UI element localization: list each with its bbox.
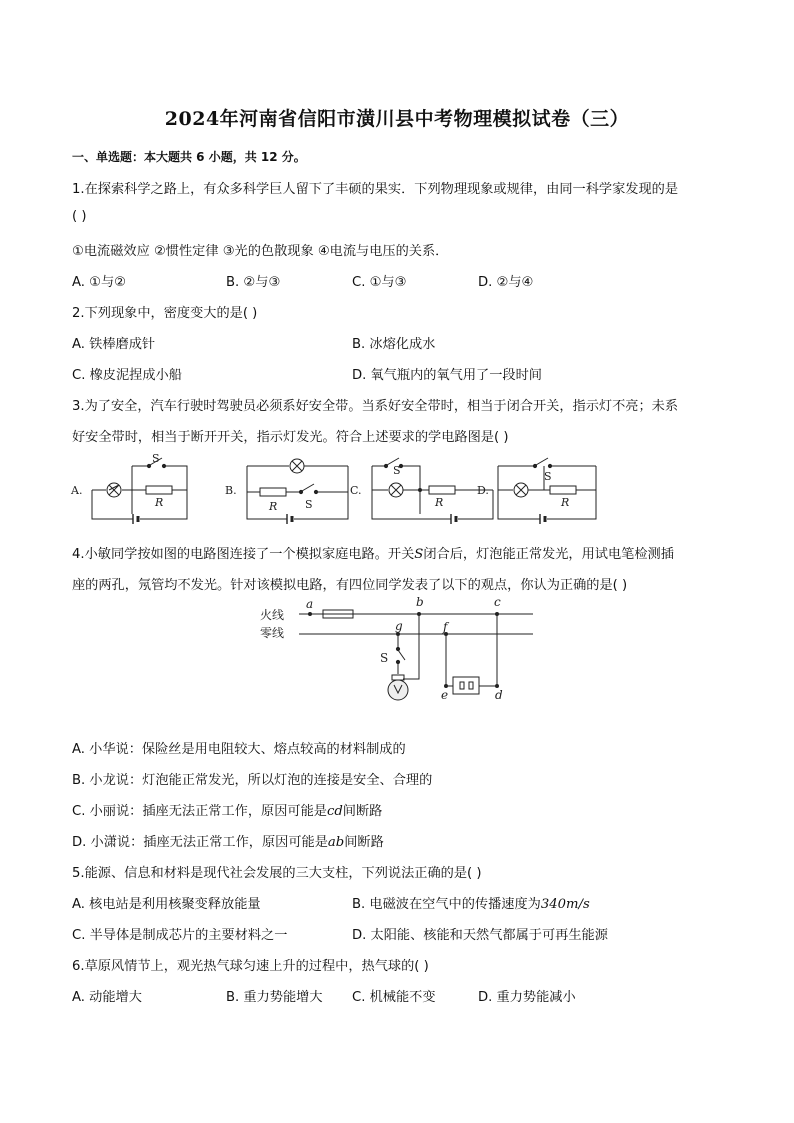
q3-option-d-label: D. <box>477 484 489 497</box>
circuit-d <box>498 458 596 524</box>
q1-option-d: D. ②与④ <box>478 275 534 290</box>
q3-d-switch-label: S <box>544 470 552 483</box>
q3-b-resistor-label: R <box>269 500 278 513</box>
q3-option-a-label: A. <box>71 484 83 497</box>
q6-option-a: A. 动能增大 <box>72 990 142 1005</box>
q6-option-c: C. 机械能不变 <box>352 990 436 1005</box>
q4-option-d-var: ab <box>327 835 345 850</box>
page-title: 2024年河南省信阳市潢川县中考物理模拟试卷（三） <box>164 108 630 130</box>
live-wire-label: 火线 <box>260 608 285 622</box>
q5-stem: 5.能源、信息和材料是现代社会发展的三大支柱，下列说法正确的是( ) <box>72 866 482 881</box>
neutral-wire-label: 零线 <box>260 626 285 640</box>
q5-option-b: B. 电磁波在空气中的传播速度为340m/s <box>352 897 590 912</box>
q1-option-c: C. ①与③ <box>352 275 407 290</box>
circuit-a <box>92 458 187 524</box>
q5-option-d: D. 太阳能、核能和天然气都属于可再生能源 <box>352 928 608 943</box>
q3-d-resistor-label: R <box>561 496 570 509</box>
q3-option-b-label: B. <box>225 484 237 497</box>
q2-option-b: B. 冰熔化成水 <box>352 337 436 352</box>
q3-c-switch-label: S <box>393 464 401 477</box>
point-f-label: f <box>443 620 448 634</box>
point-g-label: g <box>395 619 403 633</box>
q3-option-c-label: C. <box>350 484 362 497</box>
point-b-label: b <box>416 596 424 609</box>
q4-option-b: B. 小龙说：灯泡能正常发光，所以灯泡的连接是安全、合理的 <box>72 773 433 788</box>
q4-option-c: C. 小丽说：插座无法正常工作，原因可能是cd间断路 <box>72 804 383 819</box>
q6-option-d: D. 重力势能减小 <box>478 990 576 1005</box>
q4-var-s: S <box>414 547 424 562</box>
q1-stem-line2: ( ) <box>72 209 87 224</box>
q3-a-resistor-label: R <box>155 496 164 509</box>
point-e-label: e <box>441 688 449 702</box>
q4-option-d: D. 小潇说：插座无法正常工作，原因可能是ab间断路 <box>72 835 384 850</box>
point-c-label: c <box>494 596 501 609</box>
q5-speed-value: 340m/s <box>540 897 590 912</box>
q2-option-d: D. 氧气瓶内的氧气用了一段时间 <box>352 368 542 383</box>
q4-household-circuit <box>255 596 540 708</box>
q1-option-b: B. ②与③ <box>226 275 281 290</box>
q5-option-c: C. 半导体是制成芯片的主要材料之一 <box>72 928 288 943</box>
q6-option-b: B. 重力势能增大 <box>226 990 323 1005</box>
q4-stem-line1: 4.小敏同学按如图的电路图连接了一个模拟家庭电路。开关S闭合后，灯泡能正常发光，用试电笔检测插 <box>72 547 674 562</box>
point-d-label: d <box>495 688 503 702</box>
q3-a-switch-label: S <box>152 453 160 465</box>
q5-option-a: A. 核电站是利用核聚变释放能量 <box>72 897 261 912</box>
q2-stem: 2.下列现象中，密度变大的是( ) <box>72 306 258 321</box>
q3-stem-line1: 3.为了安全，汽车行驶时驾驶员必须系好安全带。当系好安全带时，相当于闭合开关，指示灯不亮；未系 <box>72 399 679 414</box>
q3-stem-line2: 好安全带时，相当于断开开关，指示灯发光。符合上述要求的学电路图是( ) <box>72 430 509 445</box>
q1-stem-line3: ①电流磁效应 ②惯性定律 ③光的色散现象 ④电流与电压的关系． <box>72 244 449 259</box>
q4-switch-label: S <box>380 651 389 665</box>
q3-circuit-options <box>66 453 606 525</box>
q3-b-switch-label: S <box>305 498 313 511</box>
q1-stem-line1: 1.在探索科学之路上，有众多科学巨人留下了丰硕的果实．下列物理现象或规律，由同一科学家发现的是 <box>72 182 679 197</box>
resistor-icon <box>146 486 172 494</box>
q1-option-a: A. ①与② <box>72 275 127 290</box>
q6-stem: 6.草原风情节上，观光热气球匀速上升的过程中，热气球的( ) <box>72 959 429 974</box>
circuit-b <box>247 459 348 524</box>
q3-c-resistor-label: R <box>435 496 444 509</box>
q2-option-c: C. 橡皮泥捏成小船 <box>72 368 182 383</box>
q4-stem-line2: 座的两孔，氖管均不发光。针对该模拟电路，有四位同学发表了以下的观点，你认为正确的是( ) <box>72 578 628 593</box>
q4-option-c-var: cd <box>326 804 343 819</box>
section-heading: 一、单选题：本大题共 6 小题，共 12 分。 <box>72 150 306 164</box>
point-a-label: a <box>306 597 314 611</box>
q4-option-a: A. 小华说：保险丝是用电阻较大、熔点较高的材料制成的 <box>72 742 406 757</box>
socket-icon <box>453 677 479 694</box>
circuit-c <box>372 458 493 524</box>
q2-option-a: A. 铁棒磨成针 <box>72 337 156 352</box>
